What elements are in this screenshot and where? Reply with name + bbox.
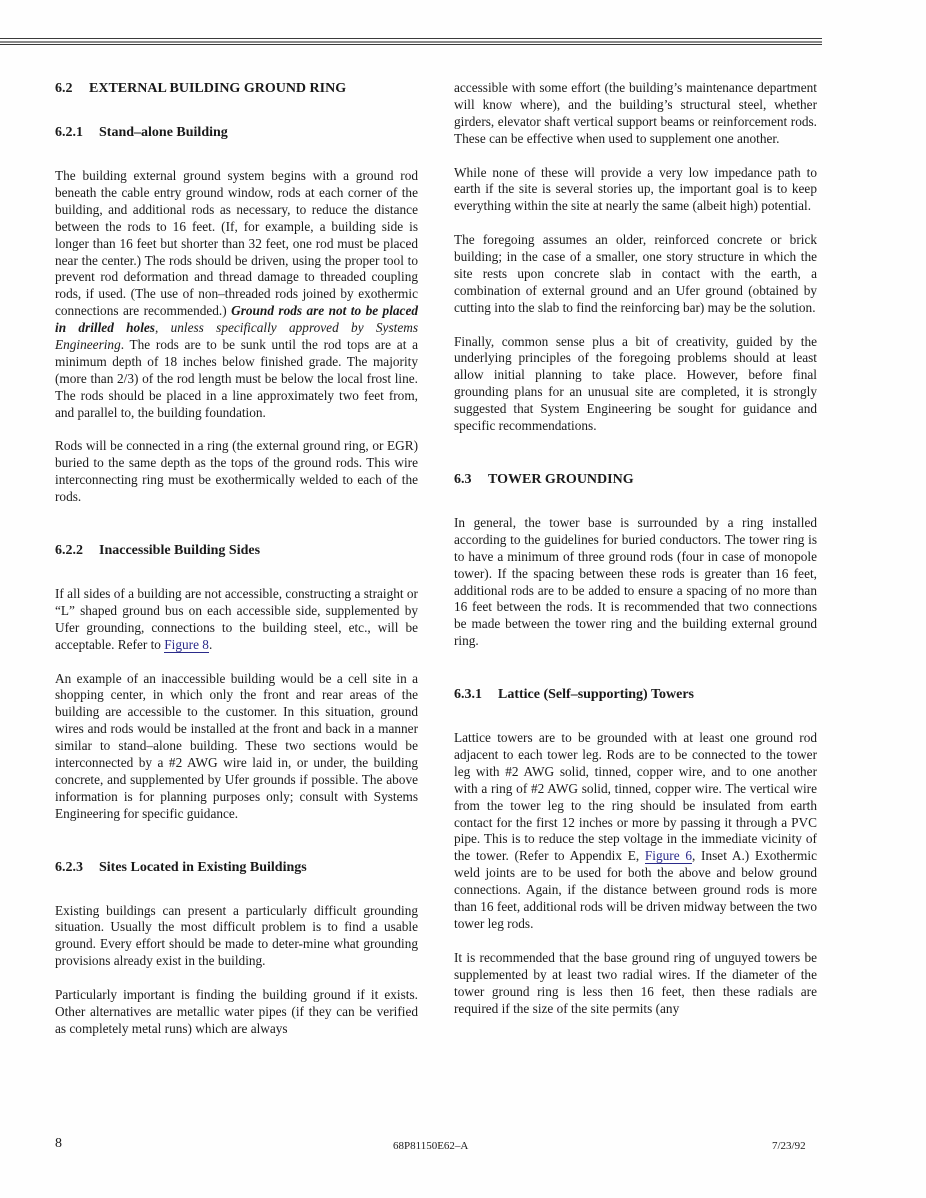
section-heading-6-2: 6.2 EXTERNAL BUILDING GROUND RING	[55, 81, 347, 96]
paragraph: While none of these will provide a very low impedance path to earth if the site is several stories up, the important goal is to keep everything within the site at nearly the same (albeit high) potential.	[454, 164, 817, 214]
figure-6-link[interactable]: Figure 6	[644, 848, 692, 864]
paragraph: In general, the tower base is surrounded by a ring installed according to the guidelines for buried conductors. The tower ring is to have a minimum of three ground rods (four in case of monopole tower). If the spacing between these rods is greater than 16 feet, additional rods are to be added to ensure a spacing of no more than 16 feet between the rods. It is recommended that two connections be made between the tower ring and the building external ground ring.	[454, 514, 817, 649]
paragraph: Lattice towers are to be grounded with at least one ground rod adjacent to each tower leg. Rods are to be connected to the tower leg with #2 AWG solid, tinned, copper wire, and to one another with a ring of #2 AWG solid, tinned, copper wire. The vertical wire from the tower leg to the ring should be insulated from earth contact for the first 12 inches or more by passing it through a PVC pipe. This is to reduce the step voltage in the immediate vicinity of the tower. (Refer to Appendix E, Figure 6, Inset A.) Exothermic weld joints are to be used for both the above and below ground connections. Again, if the distance between ground rods is more than 16 feet, additional rods will be driven midway between the two tower leg rods.	[454, 730, 817, 931]
paragraph: Existing buildings can present a particularly difficult grounding situation. Usually the most difficult problem is to find a usable ground. Every effort should be made to deter-mine what grounding provisions already exist in the building.	[55, 902, 418, 969]
section-heading-6-3: 6.3 TOWER GROUNDING	[454, 471, 634, 487]
header-rule	[0, 38, 822, 47]
document-id: 68P81150E62–A	[393, 1140, 469, 1152]
header-rule-line	[0, 38, 822, 39]
paragraph: If all sides of a building are not accessible, constructing a straight or “L” shaped ground bus on each accessible side, supplemented by Ufer grounding, connections to the building steel, etc., will be acceptable. Refer to Figure 8.	[55, 586, 418, 652]
emphasis-approval: unless specifically approved by Systems Engineering	[55, 320, 418, 353]
section-heading-6-2-3: 6.2.3 Sites Located in Existing Buildings	[55, 859, 307, 875]
paragraph: The foregoing assumes an older, reinforced concrete or brick building; in the case of a smaller, one story structure in which the site rests upon concrete slab in contact with the earth, a combination of external ground and an Ufer ground (obtained by cutting into the slab to find the reinforcing bar) may be the solution.	[454, 232, 817, 315]
paragraph: It is recommended that the base ground ring of unguyed towers be supplemented by at least two radial wires. If the diameter of the tower ground ring is less then 16 feet, then these radials are required if the size of the site permits (any	[454, 949, 817, 1016]
right-column	[454, 80, 817, 1034]
figure-8-link[interactable]: Figure 8	[164, 636, 209, 652]
section-heading-6-2-2: 6.2.2 Inaccessible Building Sides	[55, 543, 261, 558]
header-rule-line	[0, 41, 822, 43]
section-heading-6-2-1: 6.2.1 Stand–alone Building	[55, 125, 228, 140]
left-column	[55, 80, 418, 1055]
paragraph: An example of an inaccessible building would be a cell site in a shopping center, in which only the front and rear areas of the building are accessible to the customer. In this situation, ground wires and rods would be installed at the front and back in a manner similar to stand–alone building. These two sections would be interconnected by a #2 AWG wire laid in, or under, the building concrete, and supplemented by Ufer grounds if possible. The above information is for planning purposes only; consult with Systems Engineering for specific guidance.	[55, 670, 418, 821]
paragraph: accessible with some effort (the building’s maintenance department will know where), and the building’s structural steel, whether girders, elevator shaft vertical support beams or reinforcement rods. These can be effective when used to supplement one another.	[454, 80, 817, 146]
paragraph: Particularly important is finding the building ground if it exists. Other alternatives are metallic water pipes (if they can be verified as completely metal runs) which are always	[55, 987, 418, 1036]
header-rule-line	[0, 44, 822, 45]
emphasis-warning: Ground rods are not to be placed in drilled holes	[55, 303, 418, 336]
section-heading-6-3-1: 6.3.1 Lattice (Self–supporting) Towers	[454, 687, 694, 703]
document-date: 7/23/92	[772, 1140, 806, 1152]
paragraph: The building external ground system begins with a ground rod beneath the cable entry ground window, rods at each corner of the building, and additional rods as necessary, to reduce the distance between the rods to 16 feet. (If, for example, a building side is longer than 16 feet but shorter than 32 feet, one rod must be placed near the center.) The rods should be driven, using the proper tool to prevent rod deformation and thread damage to threaded coupling rods, if used. (The use of non–threaded rods joined by exothermic connections are recommended.) Ground rods are not to be placed in drilled holes, unless specifically approved by Systems Engineering. The rods are to be sunk until the rod tops are at a minimum depth of 18 inches below finished grade. The majority (more than 2/3) of the rod length must be below the local frost line. The rods should be placed in a line approximately two feet from, and parallel to, the building foundation.	[55, 168, 418, 420]
page-number: 8	[55, 1136, 62, 1151]
paragraph: Rods will be connected in a ring (the external ground ring, or EGR) buried to the same depth as the tops of the ground rods. This wire interconnecting ring must be exothermically welded to each of the rods.	[55, 438, 418, 505]
paragraph: Finally, common sense plus a bit of creativity, guided by the underlying principles of the foregoing problems should at least allow initial planning to take place. However, before final grounding plans for an unusual site are completed, it is strongly suggested that System Engineering be sought for guidance and specific recommendations.	[454, 333, 817, 434]
